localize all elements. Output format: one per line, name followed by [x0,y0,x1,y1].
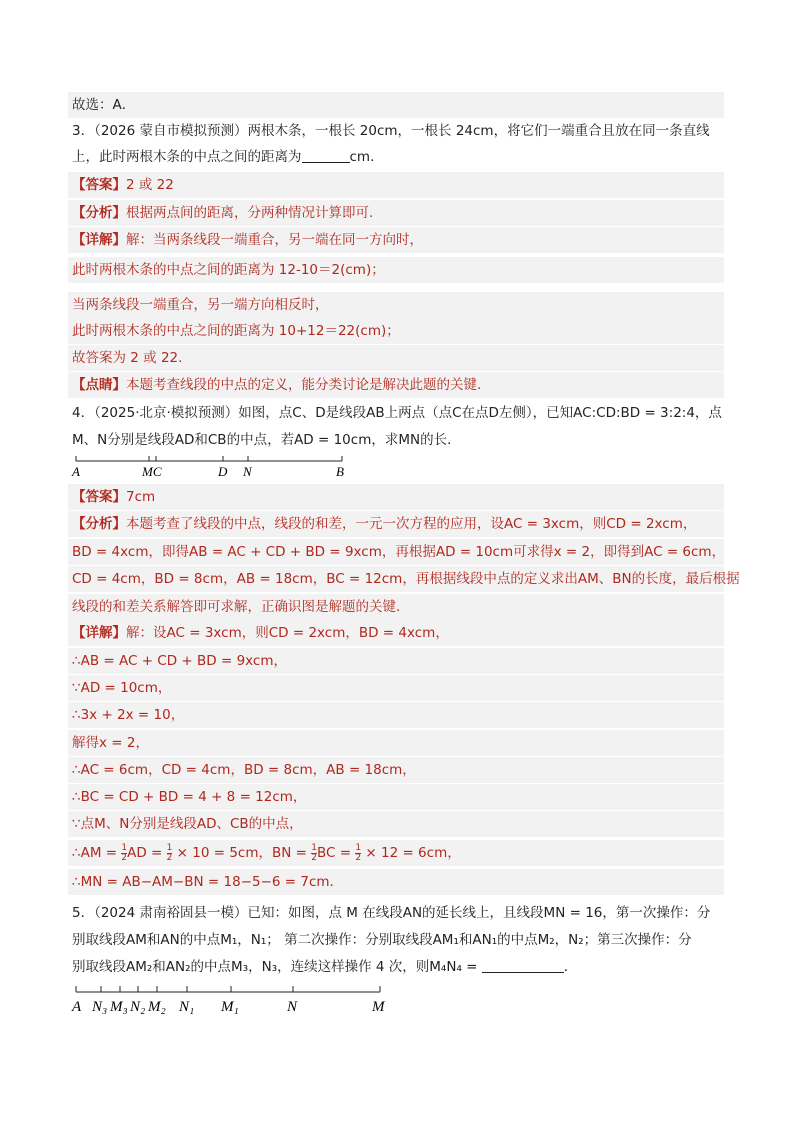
question-4-cont: M、N分别是线段AD和CB的中点，若AD = 10cm，求MN的长． [72,432,461,448]
detail-4-f: ∴AC = 6cm，CD = 4cm，BD = 8cm，AB = 18cm， [68,757,724,783]
question-3: 3．（2026 蒙自市模拟预测）两根木条，一根长 20cm，一根长 24cm，将它们一端重合且放在同一条直线 [72,123,710,139]
fig5-label-n2: N₂ [130,999,146,1015]
detail-3-d: 此时两根木条的中点之间的距离为 10+12＝22(cm)； [68,318,724,344]
fig5-label-n: N [287,999,298,1015]
fig5-label-n1: N₁ [179,999,195,1015]
analysis-4-d: 线段的和差关系解答即可求解，正确识图是解题的关键． [68,594,724,620]
detail-3-b: 此时两根木条的中点之间的距离为 12-10＝2(cm)； [68,257,724,283]
detail-4-d: ∴3x + 2x = 10， [68,702,724,728]
fraction: $\frac{1}{2}$ [311,842,317,863]
fraction: $\frac{1}{2}$ [121,842,128,863]
analysis-3: 【分析】根据两点间的距离，分两种情况计算即可. [68,200,724,226]
answer-blank [482,958,564,973]
fig4-label-mc: MC [142,464,162,479]
point-3: 【点睛】本题考查线段的中点的定义，能分类讨论是解决此题的关键. [68,372,724,398]
detail-4-g: ∴BC = CD + BD = 4 + 8 = 12cm， [68,784,724,810]
detail-4-b: ∴AB = AC + CD + BD = 9xcm， [68,648,724,674]
question-5-c: 别取线段AM₂和AN₂的中点M₃，N₃，连续这样操作 4 次，则M₄N₄ = ． [72,959,578,975]
question-4: 4．（2025·北京·模拟预测）如图，点C、D是线段AB上两点（点C在点D左侧），已知AC:CD:BD = 3:2:4，点 [72,405,722,421]
answer-3: 【答案】2 或 22 [68,172,724,198]
answer-4: 【答案】7cm [68,484,724,510]
fig5-label-m2: M₂ [148,999,166,1015]
analysis-4: 【分析】本题考查了线段的中点，线段的和差，一元一次方程的应用，设AC = 3xcm，则CD = 2xcm， [68,511,724,537]
fig5-label-a: A [72,999,82,1015]
detail-4: 【详解】解：设AC = 3xcm，则CD = 2xcm，BD = 4xcm， [68,620,724,646]
fig4-label-b: B [336,464,344,479]
detail-3-e: 故答案为 2 或 22. [68,345,724,371]
analysis-4-c: CD = 4cm，BD = 8cm，AB = 18cm，BC = 12cm，再根据线段中点的定义求出AM、BN的长度，最后根据 [68,566,724,592]
detail-4-j: ∴MN = AB−AM−BN = 18−5−6 = 7cm． [68,869,724,895]
text-line: 故选：A． [68,92,724,118]
fig5-label-m3: M₃ [110,999,128,1015]
detail-3-c: 当两条线段一端重合，另一端方向相反时， [68,292,724,318]
fig5-label-m1: M₁ [221,999,239,1015]
answer-blank [302,148,350,163]
fraction: $\frac{1}{2}$ [166,842,173,863]
detail-4-i: ∴AM = $\frac{1}{2}$ AD = $\frac{1}{2}$ × 10 = 5cm，BN = $\frac{1}{2}$ BC = $\frac{1}{2}$ × 12 = 6cm， [68,840,724,866]
detail-4-c: ∵AD = 10cm， [68,675,724,701]
fig5-label-m: M [372,999,385,1015]
fig4-label-d: D [218,464,228,479]
detail-3: 【详解】解：当两条线段一端重合，另一端在同一方向时， [68,227,724,253]
fraction: $\frac{1}{2}$ [355,842,362,863]
detail-4-e: 解得x = 2， [68,730,724,756]
fig5-label-n3: N₃ [92,999,108,1015]
fig4-label-a: A [72,464,80,479]
question-5: 5．（2024 肃南裕固县一模）已知：如图，点 M 在线段AN的延长线上，且线段MN = 16，第一次操作：分 [72,905,711,921]
fig4-label-n: N [243,464,252,479]
detail-4-h: ∵点M、N分别是线段AD、CB的中点， [68,811,724,837]
analysis-4-b: BD = 4xcm，即得AB = AC + CD + BD = 9xcm，再根据AD = 10cm可求得x = 2，即得到AC = 6cm， [68,539,724,565]
question-5-b: 别取线段AM和AN的中点M₁，N₁； 第二次操作：分别取线段AM₁和AN₁的中点M₂，N₂；第三次操作：分 [72,932,692,948]
question-3-cont: 上，此时两根木条的中点之间的距离为 cm． [72,149,384,165]
